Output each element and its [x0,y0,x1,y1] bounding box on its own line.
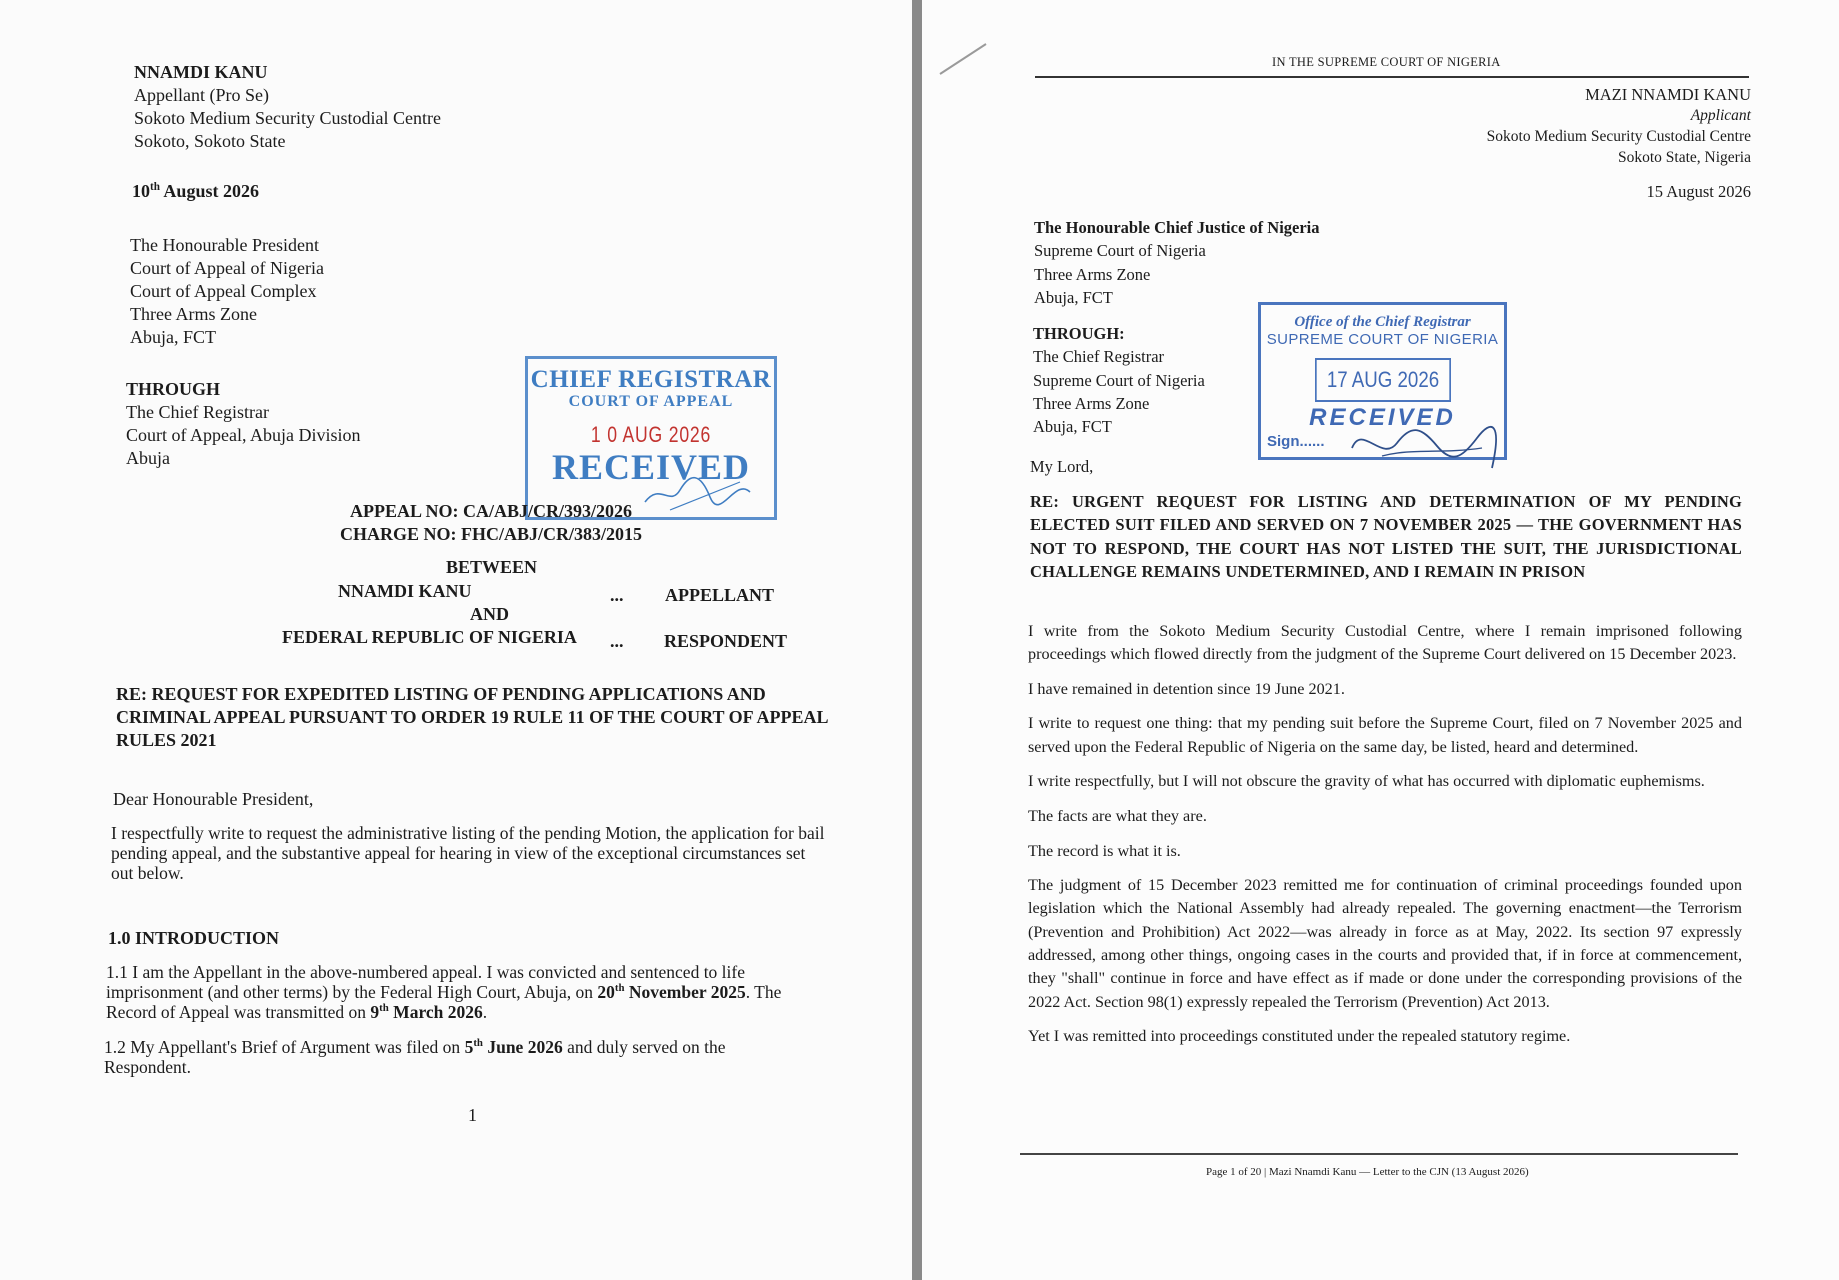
paragraph-line: 1.1 I am the Appellant in the above-numbered appeal. I was convicted and sentenced to life [106,962,746,982]
court-header: IN THE SUPREME COURT OF NIGERIA [1272,55,1501,69]
applicant-block [1487,84,1751,168]
body-paragraph: I write respectfully, but I will not obscure the gravity of what has occurred with diplomatic euphemisms. [1028,772,1705,791]
left-letter-page [0,0,912,1280]
applicant-role: Applicant [1690,107,1751,124]
right-letter-page [922,0,1839,1280]
between-label: BETWEEN [446,557,538,577]
subject-line-1: RE: REQUEST FOR EXPEDITED LISTING OF PENDING APPLICATIONS AND [116,684,766,704]
stamp-court: SUPREME COURT OF NIGERIA [1266,331,1499,348]
paragraph-line: 1.2 My Appellant's Brief of Argument was filed on 5th June 2026 and duly served on the [104,1037,726,1057]
addressee-line: Three Arms Zone [130,304,257,324]
paragraph-1-1 [106,962,781,1022]
footer-rule [1020,1153,1738,1155]
body-paragraph: The record is what it is. [1028,841,1181,860]
charge-number: CHARGE NO: FHC/ABJ/CR/383/2015 [340,524,643,544]
through-block [1033,322,1205,438]
respondent-role: RESPONDENT [664,631,788,651]
page-footer: Page 1 of 20 | Mazi Nnamdi Kanu — Letter to the CJN (13 August 2026) [1206,1166,1529,1178]
salutation: My Lord, [1030,457,1094,476]
subject-line: RE: URGENT REQUEST FOR LISTING AND DETERMINATION OF MY PENDING ELECTED SUIT FILED AND SERVED ON 7 NOVEMBER 2025 — THE GOVERNMENT HAS NOT TO RESPOND, THE COURT HAS NOT LISTED THE SUIT, THE JURISDICTIONAL CHALLENGE REMAINS UNDETERMINED, AND I REMAIN IN PRISON [1030,492,1742,581]
through-line: The Chief Registrar [1033,347,1165,367]
stamp-title: CHIEF REGISTRAR [530,366,772,393]
addressee-block [1034,216,1320,309]
paragraph-line: out below. [111,863,184,883]
page-number: 1 [468,1105,477,1125]
subject-line [116,683,828,752]
appellant-name: NNAMDI KANU [338,581,472,601]
applicant-facility: Sokoto Medium Security Custodial Centre [1486,128,1751,145]
respondent-name: FEDERAL REPUBLIC OF NIGERIA [282,627,577,647]
body-paragraph: Yet I was remitted into proceedings constituted under the repealed statutory regime. [1028,1027,1571,1046]
addressee-line: Supreme Court of Nigeria [1034,241,1206,261]
paragraph-1-2 [104,1037,726,1077]
addressee-line: Abuja, FCT [1034,287,1113,307]
letter-date: 15 August 2026 [1646,182,1751,201]
paragraph-line: I respectfully write to request the administrative listing of the pending Motion, the application for bail [111,823,825,843]
addressee-title: The Honourable Chief Justice of Nigeria [1034,218,1320,237]
stamp-sign-label: Sign...... [1267,432,1325,450]
through-line: Court of Appeal, Abuja Division [126,425,361,445]
appeal-number: APPEAL NO: CA/ABJ/CR/393/2026 [350,501,633,521]
through-label: THROUGH [126,379,221,399]
sender-facility: Sokoto Medium Security Custodial Centre [134,108,441,128]
paragraph-line: pending appeal, and the substantive appeal for hearing in view of the exceptional circumstances set [111,843,806,863]
body-paragraph: The facts are what they are. [1028,806,1207,825]
applicant-name: MAZI NNAMDI KANU [1585,85,1751,104]
signature-scribble-icon [1342,418,1522,478]
body-paragraph: I write from the Sokoto Medium Security Custodial Centre, where I remain imprisoned following proceedings which flowed directly from the judgment of the Supreme Court delivered on 15 December 2023. [1028,622,1742,664]
addressee-line: Court of Appeal of Nigeria [130,258,324,278]
letter-body [1028,620,1742,1060]
sender-role: Appellant (Pro Se) [134,85,269,105]
stamp-status: RECEIVED [1309,404,1456,431]
signature-scribble-icon [640,462,760,517]
pen-mark-icon [936,38,996,78]
letter-date: 10th August 2026 [132,181,259,201]
appellant-role: APPELLANT [665,585,775,605]
through-line: Abuja, FCT [1033,417,1112,437]
salutation: Dear Honourable President, [113,789,314,809]
party-dots: ... [610,631,624,651]
addressee-block [130,234,324,349]
through-line: Supreme Court of Nigeria [1033,370,1205,390]
paragraph-line: imprisonment (and other terms) by the Federal High Court, Abuja, on 20th November 2025. The [106,982,782,1002]
intro-paragraph [111,823,824,883]
stamp-office: Office of the Chief Registrar [1294,314,1471,330]
through-label: THROUGH: [1033,324,1125,343]
through-block [126,378,360,470]
stamp-date: 1 0 AUG 2026 [590,422,712,447]
and-label: AND [470,604,509,624]
sender-location: Sokoto, Sokoto State [134,131,286,151]
section-heading: 1.0 INTRODUCTION [108,928,280,948]
body-paragraph: I write to request one thing: that my pending suit before the Supreme Court, filed on 7 November 2025 and served upon the Federal Republic of Nigeria on the same day, be listed, heard and determined. [1028,714,1742,756]
stamp-subtitle: COURT OF APPEAL [568,393,734,410]
stamp-status: RECEIVED [551,447,751,487]
through-line: The Chief Registrar [126,402,269,422]
sender-block [134,61,441,153]
through-line: Abuja [126,448,170,468]
stamp-date: 17 AUG 2026 [1315,358,1451,402]
paragraph-line: Record of Appeal was transmitted on 9th March 2026. [106,1002,488,1022]
addressee-line: Court of Appeal Complex [130,281,317,301]
addressee-line: Three Arms Zone [1034,264,1151,284]
through-line: Three Arms Zone [1033,393,1150,413]
subject-line-2: CRIMINAL APPEAL PURSUANT TO ORDER 19 RULE 11 OF THE COURT OF APPEAL [116,707,829,727]
body-paragraph: The judgment of 15 December 2023 remitted me for continuation of criminal proceedings founded upon legislation which the National Assembly had already repealed. The governing enactment—the Terrorism (Prevention and Prohibition) Act 2022—was already in force as at May, 2022. Its section 97 expressly addressed, among other things, ongoing cases in the courts and provided that, if in force at commencement, they "shall" continue in force and have effect as if made or done under the corresponding provisions of the 2022 Act. Section 98(1) expressly repealed the Terrorism (Prevention) Act 2013. [1028,876,1742,1011]
addressee-line: Abuja, FCT [130,327,217,347]
subject-line-3: RULES 2021 [116,730,217,750]
addressee-line: The Honourable President [130,235,319,255]
body-paragraph: I have remained in detention since 19 June 2021. [1028,679,1345,698]
party-dots: ... [610,585,624,605]
applicant-location: Sokoto State, Nigeria [1617,149,1751,166]
header-rule [1035,76,1749,78]
paragraph-line: Respondent. [104,1057,192,1077]
sender-name: NNAMDI KANU [134,62,268,82]
